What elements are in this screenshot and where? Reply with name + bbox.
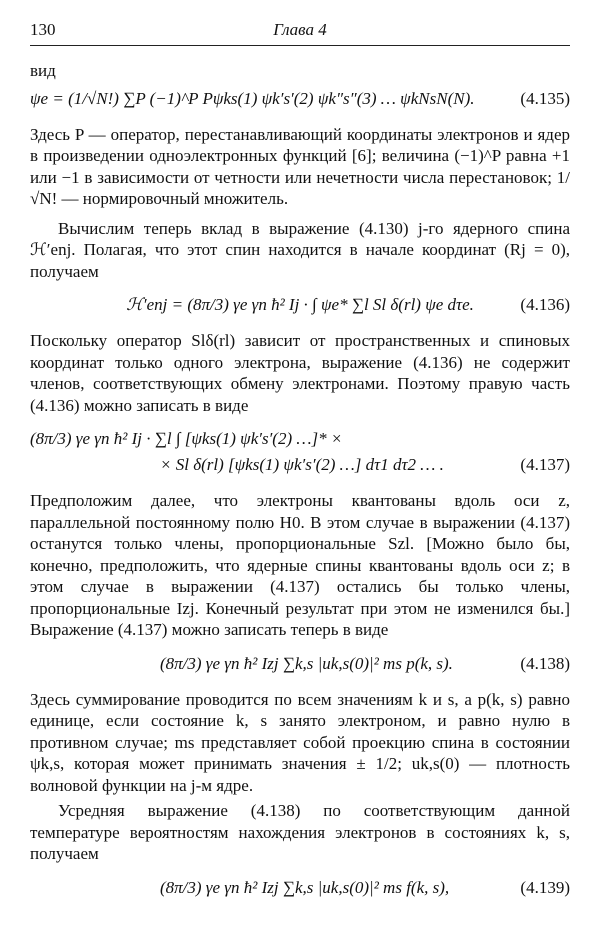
paragraph: Вычислим теперь вклад в выражение (4.130) j-го ядерного спина ℋ′enj. Полагая, что этот спин находится в начале координат (Rj = 0), получаем	[30, 218, 570, 281]
equation-number: (4.138)	[520, 653, 570, 673]
paragraph: вид	[30, 61, 56, 80]
header-rule	[30, 45, 570, 46]
paragraph: Поскольку оператор Slδ(rl) зависит от пространственных и спиновых координат только одного электрона, выражение (4.136) не содержит членов, соответствующих обмену электронами. Поэтому правую часть (4.136) можно записать в виде	[30, 331, 570, 415]
equation-number: (4.137)	[520, 455, 570, 474]
equation-body: ψe = (1/√N!) ∑P (−1)^P Pψks(1) ψk′s′(2) ψk″s″(3) … ψkNsN(N).	[30, 88, 475, 108]
chapter-title: Глава 4	[273, 20, 327, 39]
page-header	[30, 20, 570, 42]
equation-body: (8π/3) γe γn ħ² Ij · ∑l ∫ [ψks(1) ψk′s′(2) …]* ×	[30, 429, 343, 448]
equation-body: (8π/3) γe γn ħ² Izj ∑k,s |uk,s(0)|² ms p(k, s).	[160, 653, 453, 673]
equation-body: (8π/3) γe γn ħ² Izj ∑k,s |uk,s(0)|² ms f(k, s),	[160, 877, 450, 897]
equation-4-139	[30, 877, 570, 899]
paragraph: Здесь суммирование проводится по всем значениям k и s, а p(k, s) равно единице, если состояние k, s занято электроном, и равно нулю в противном случае; ms представляет собой проекцию спина в состоянии ψk,s, которая может принимать значения ± 1/2; uk,s(0) — плотность волновой функции на j-м ядре.	[30, 689, 570, 795]
equation-body: ℋ′enj = (8π/3) γe γn ħ² Ij · ∫ ψe* ∑l Sl δ(rl) ψe dτe.	[126, 295, 474, 314]
equation-number: (4.139)	[520, 877, 570, 897]
equation-number: (4.135)	[520, 88, 570, 108]
paragraph: Здесь P — оператор, перестанавливающий координаты электронов и ядер в произведении одноэлектронных функций [6]; величина (−1)^P равна +1 или −1 в зависимости от четности или нечетности числа перестановок; 1/√N! — нормировочный множитель.	[30, 124, 570, 208]
equation-4-136	[30, 294, 570, 316]
equation-4-137-line1	[30, 428, 570, 450]
equation-4-137-line2	[30, 454, 570, 476]
paragraph: Усредняя выражение (4.138) по соответствующим данной температуре вероятностям нахождения электронов в состояниях k, s, получаем	[30, 801, 570, 863]
paragraph: Предположим далее, что электроны квантованы вдоль оси z, параллельной постоянному полю H0. В этом случае в выражении (4.137) останутся только члены, пропорциональные Szl. [Можно было бы, конечно, предположить, что ядерные спины квантованы вдоль оси z; в этом случае в выражении (4.137) остались бы только члены, пропорциональные Izj. Конечный результат при этом не изменился бы.] Выражение (4.137) можно записать теперь в виде	[30, 491, 570, 639]
equation-4-138	[30, 653, 570, 675]
equation-number: (4.136)	[520, 295, 570, 314]
book-page	[30, 20, 570, 910]
equation-4-135	[30, 88, 570, 110]
page-number: 130	[30, 20, 56, 39]
equation-body: × Sl δ(rl) [ψks(1) ψk′s′(2) …] dτ1 dτ2 … .	[160, 455, 444, 474]
